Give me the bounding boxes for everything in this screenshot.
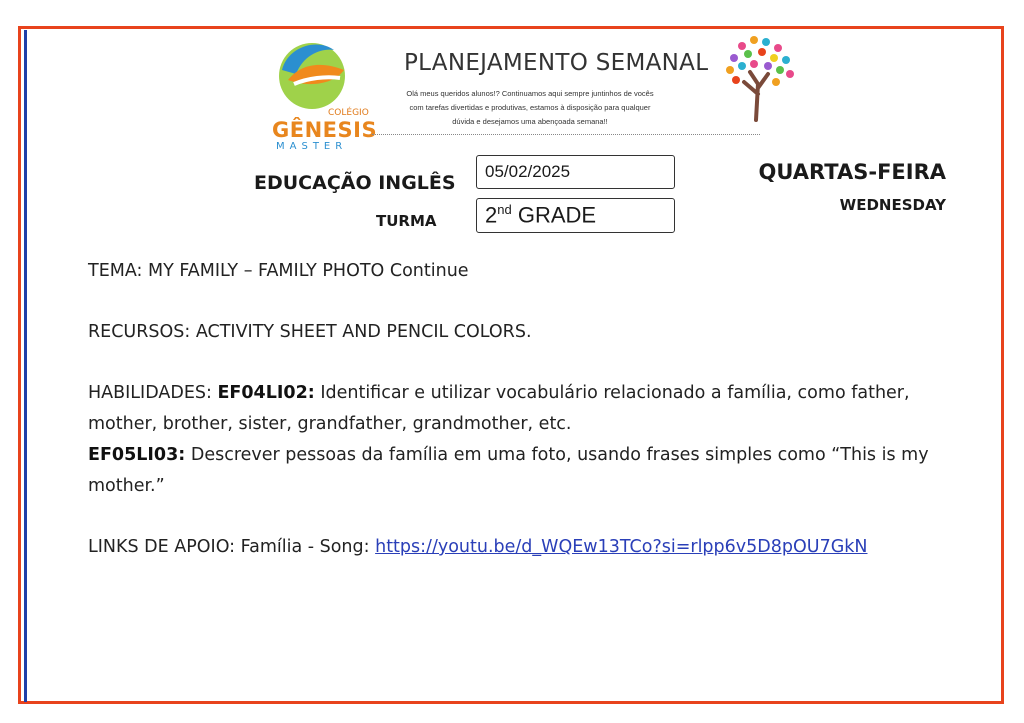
date-field: 05/02/2025 — [476, 155, 675, 189]
links-label: LINKS DE APOIO: Família - Song: — [88, 537, 370, 557]
habilidades-section — [88, 378, 948, 502]
grade-word: GRADE — [517, 202, 597, 228]
links-section — [88, 532, 948, 563]
page-title: PLANEJAMENTO SEMANAL — [404, 50, 709, 76]
skill-code: EF05LI03: — [88, 445, 186, 465]
skill-description: Identificar e utilizar vocabulário relacionado a família, como father, mother, brother, sister, grandfather, grandmother, etc. — [88, 383, 910, 434]
habilidades-label: HABILIDADES: — [88, 383, 212, 403]
grade-field — [476, 198, 675, 233]
weekday-pt: QUARTAS-FEIRA — [758, 160, 946, 184]
subject-label: EDUCAÇÃO INGLÊS — [254, 172, 456, 194]
colorful-tree-icon — [722, 32, 796, 122]
recursos-line: RECURSOS: ACTIVITY SHEET AND PENCIL COLORS. — [88, 322, 532, 342]
grade-ordinal: nd — [497, 202, 512, 217]
grade-number: 2 — [485, 202, 498, 228]
skill-code: EF04LI02: — [217, 383, 315, 403]
tema-line: TEMA: MY FAMILY – FAMILY PHOTO Continue — [88, 261, 469, 281]
intro-line: dúvida e desejamos uma abençoada semana!! — [452, 117, 608, 126]
intro-message — [380, 87, 680, 129]
logo-subtitle: MASTER — [276, 141, 348, 152]
turma-label: TURMA — [376, 212, 437, 230]
logo-name: GÊNESIS — [272, 118, 378, 142]
weekday-en: WEDNESDAY — [839, 196, 946, 214]
dotted-divider — [372, 134, 760, 135]
intro-line: Olá meus queridos alunos!? Continuamos aqui sempre juntinhos de vocês — [406, 89, 654, 98]
school-logo — [266, 40, 378, 152]
skill-description: Descrever pessoas da família em uma foto, usando frases simples como “This is my mother.” — [88, 445, 929, 496]
logo-small-text: COLÉGIO — [328, 108, 369, 118]
intro-line: com tarefas divertidas e produtivas, estamos à disposição para qualquer — [409, 103, 651, 112]
side-accent-line — [24, 30, 27, 702]
youtube-link[interactable]: https://youtu.be/d_WQEw13TCo?si=rlpp6v5D8pOU7GkN — [375, 537, 868, 557]
school-logo-icon — [274, 40, 350, 112]
